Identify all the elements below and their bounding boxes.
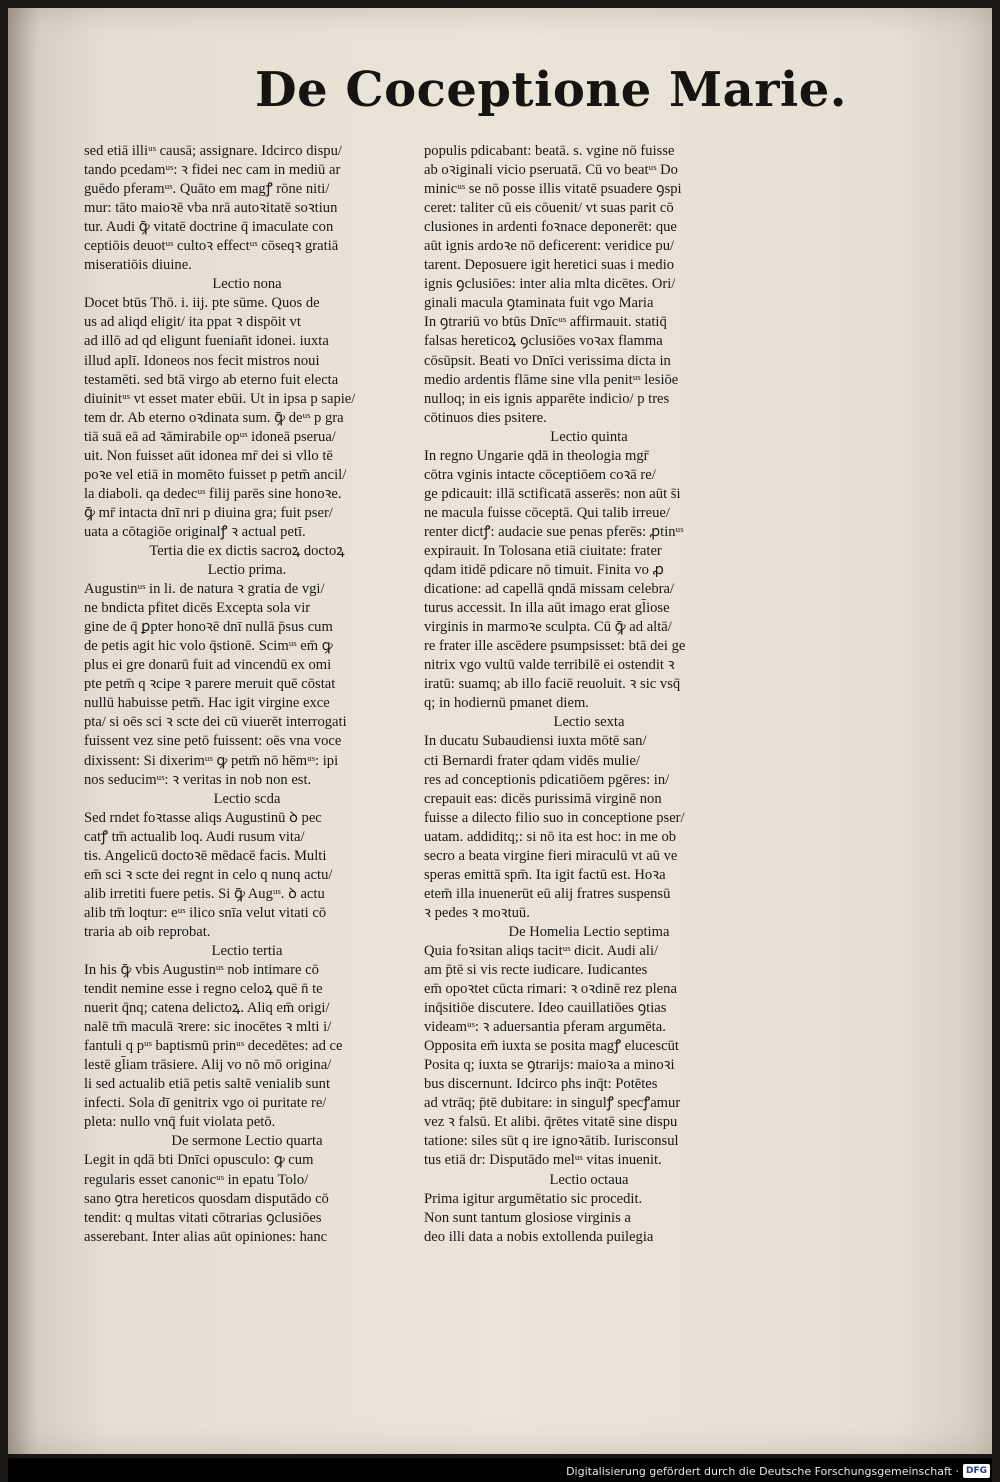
text-line: dicatione: ad capellā qndā missam celebra/ — [424, 581, 675, 598]
text-line: infecti. Sola dī genitrix vgo oi puritate re/ — [84, 1095, 327, 1112]
text-line: bus discernunt. Idcirco phs inq̄t: Potētes — [424, 1076, 658, 1093]
text-line: traria ab oib reprobat. — [84, 923, 211, 940]
text-line: ignis ꝯclusiōes: inter alia mlta dicētes. Ori/ — [424, 276, 676, 293]
text-line: em̄ opoꝛtet cūcta rimari: ꝛ oꝛdinē rez plena — [424, 981, 677, 998]
text-line: mur: tāto maioꝛē vba nrā autoꝛitatē soꝛtiun — [84, 200, 338, 217]
text-line: dixissent: Si dixerimᵘˢ ꝙ petm̄ nō hēmᵘˢ: ipi — [84, 752, 339, 769]
text-line: qdam itidē pdicare nō timuit. Finita vo ꝓ — [424, 562, 664, 579]
text-line: Prima igitur argumētatio sic procedit. — [424, 1190, 643, 1207]
text-line: ne bndicta pfitet dicēs Excepta sola vir — [84, 600, 311, 617]
text-line: secro a beata virgine fieri miraculū vt aū ve — [424, 847, 678, 864]
section-heading: De Homelia Lectio septima — [508, 923, 670, 940]
text-line: la diaboli. qa dedecᵘˢ filij parēs sine honoꝛe. — [84, 485, 342, 502]
text-line: etem̄ illa inuenerūt eū alij fratres suspensū — [424, 885, 671, 902]
text-line: de petis agit hic volo q̄stionē. Scimᵘˢ em̄ ꝙ — [84, 638, 333, 655]
text-line: medio ardentis flāme sine vlla penitᵘˢ lesiōe — [424, 371, 679, 388]
text-line: renter dictꝭ: audacie sue penas pferēs: ꝓtinᵘˢ — [424, 523, 684, 540]
text-line: speras emittā spm̄. Ita igit factū est. Hoꝛa — [424, 866, 666, 883]
text-line: cōsūpsit. Beati vo Dnīci verissima dicta in — [424, 352, 671, 369]
text-line: ginali macula ꝯtaminata fuit vgo Maria — [424, 295, 654, 312]
dfg-logo-icon: DFG — [963, 1464, 990, 1478]
text-line: inq̄sitiōe discutere. Ideo cauillatiōes ꝯtias — [424, 1000, 667, 1017]
text-line: tis. Angelicū doctoꝛē mēdacē facis. Multi — [84, 847, 327, 864]
text-line: diuinitᵘˢ vt esset mater ebūi. Ut in ipsa p sapie/ — [84, 390, 356, 407]
text-line: uatam. addiditq;: si nō ita est hoc: in me ob — [424, 828, 677, 845]
text-line: tur. Audi ꝙ̄ vitatē doctrine q̄ imaculate con — [84, 219, 334, 236]
text-line: tem dr. Ab eterno oꝛdinata sum. ꝙ̄ deᵘˢ p gra — [84, 409, 344, 426]
text-line: li sed actualib etiā petis saltē venialib sunt — [84, 1076, 330, 1093]
text-line: cti Bernardi frater qdam vidēs mulie/ — [424, 752, 640, 769]
text-line: tarent. Deposuere igit heretici suas i medio — [424, 257, 675, 274]
text-line: tiā suā eā ad ꝛāmirabile opᵘˢ idoneā pserua/ — [84, 428, 336, 445]
text-line: ꝙ̄ mr̄ intacta dnī nri p diuina gra; fuit pser/ — [84, 504, 333, 521]
text-line: Legit in qdā bti Dnīci opusculo: ꝙ cum — [84, 1152, 314, 1169]
text-line: tus etiā dr: Disputādo melᵘˢ vitas inuenit. — [424, 1152, 662, 1169]
digitization-credit — [566, 1462, 990, 1480]
text-line: uata a cōtagiōe originalꝭ ꝛ actual petī. — [84, 523, 306, 540]
text-line: tatione: siles sūt q ire ignoꝛātib. Iurisconsul — [424, 1133, 679, 1150]
text-line: plus ei gre donarū fuit ad vincendū ex omi — [84, 657, 332, 674]
text-line: Non sunt tantum glosiose virginis a — [424, 1209, 631, 1226]
text-line: crepauit eas: dicēs purissimā virginē non — [424, 790, 662, 807]
text-line: nullū habuisse petm̄. Hac igit virgine exce — [84, 695, 330, 712]
text-line: tendit: q multas vitati cōtrarias ꝯclusiōes — [84, 1209, 322, 1226]
text-line: fuisse a dilecto filio suo in conceptione pser/ — [424, 809, 685, 826]
text-line: sano ꝯtra hereticos quosdam disputādo cō — [84, 1190, 329, 1207]
text-line: pta/ si oēs sci ꝛ scte dei cū viuerēt interrogati — [84, 714, 347, 731]
text-line: In his ꝙ̄ vbis Augustinᵘˢ nob intimare cō — [84, 962, 319, 979]
section-heading: Lectio prima. — [207, 562, 287, 579]
text-line: clusiones in ardenti foꝛnace deponerēt: que — [424, 219, 677, 236]
section-heading: Tertia die ex dictis sacroꝝ doctoꝝ — [149, 542, 345, 559]
text-line: Quia foꝛsitan aliqs tacitᵘˢ dicit. Audi ali/ — [424, 942, 659, 959]
text-line: ad illō ad qd eligunt fuenian̄t idonei. iuxta — [84, 333, 329, 350]
section-heading: Lectio octaua — [549, 1171, 629, 1188]
text-line: re frater ille ascēdere psumpsisset: btā dei ge — [424, 638, 686, 655]
text-line: pleta: nullo vnq̄ fuit violata petō. — [84, 1114, 276, 1131]
text-line: Sed rndet foꝛtasse aliqs Augustinū ꝺ pec — [84, 809, 322, 826]
section-heading: Lectio sexta — [553, 714, 625, 731]
text-line: asserebant. Inter alias aūt opiniones: hanc — [84, 1228, 328, 1245]
text-line: In regno Ungarie qdā in theologia mgr̄ — [424, 447, 649, 464]
text-line: lestē gl̄iam trāsiere. Alij vo nō mō origina/ — [84, 1057, 332, 1074]
text-line: virginis in marmoꝛe sculpta. Cū ꝙ̄ ad altā/ — [424, 619, 672, 636]
text-line: deo illi data a nobis extollenda puilegia — [424, 1228, 654, 1245]
text-line: alib tm̄ loqtur: eᵘˢ ilico snīa velut vitati cō — [84, 904, 327, 921]
text-line: uit. Non fuisset aūt idonea mr̄ dei si vllo tē — [84, 447, 333, 464]
credit-text: Digitalisierung gefördert durch die Deutsche Forschungsgemeinschaft · — [566, 1464, 959, 1478]
text-line: cōtinuos dies psitere. — [424, 409, 547, 426]
text-line: cōtra vginis intacte cōceptiōem coꝛā re/ — [424, 466, 656, 483]
text-line: testamēti. sed btā virgo ab eterno fuit electa — [84, 371, 339, 388]
text-line: minicᵘˢ se nō posse illis vitatē psuadere ꝯspi — [424, 181, 682, 198]
text-line: expirauit. In Tolosana etiā ciuitate: frater — [424, 542, 662, 559]
text-line: pte petm̄ q ꝛcipe ꝛ parere meruit quē cōstat — [84, 676, 336, 693]
text-line: Docet btūs Thō. i. iij. pte sūme. Quos de — [84, 295, 320, 312]
text-line: videamᵘˢ: ꝛ aduersantia pferam argumēta. — [424, 1019, 666, 1036]
text-line: In ducatu Subaudiensi iuxta mōtē san/ — [424, 733, 647, 750]
text-line: sed etiā illiᵘˢ causā; assignare. Idcirco dispu/ — [84, 143, 342, 159]
text-line: ceptiōis deuotᵘˢ cultoꝛ effectᵘˢ cōseqꝛ gratiā — [84, 238, 339, 255]
section-heading: Lectio nona — [212, 276, 282, 293]
text-line: iratū: suamq; ab illo faciē reuoluit. ꝛ sic vsq̄ — [424, 676, 681, 693]
text-line: ab oꝛiginali vicio pseruatā. Cū vo beatᵘˢ Do — [424, 162, 678, 179]
text-line: nitrix vgo vultū valde terribilē ei ostendit ꝛ — [424, 657, 675, 674]
text-line: falsas hereticoꝝ ꝯclusiōes voꝛax flamma — [424, 333, 663, 350]
text-line: ge pdicauit: illā sctificatā asserēs: non aūt s̄i — [424, 485, 681, 502]
text-line: em̄ sci ꝛ scte dei regnt in celo q nunq actu/ — [84, 866, 333, 883]
right-column — [424, 142, 754, 1247]
text-line: tendit nemine esse i regno celoꝝ quē n̄ te — [84, 981, 323, 998]
page-title: De Coceptione Marie. — [255, 62, 847, 118]
text-line: fuissent vez sine petō fuissent: oēs vna voce — [84, 733, 342, 750]
text-line: nuerit q̄nq; catena delictoꝝ. Aliq em̄ origi/ — [84, 1000, 330, 1017]
section-heading: Lectio tertia — [211, 942, 283, 959]
text-line: In ꝯtrariū vo btūs Dnīcᵘˢ affirmauit. statiq̄ — [424, 314, 667, 331]
text-line: alib irretiti fuere petis. Si ꝙ̄ Augᵘˢ. ꝺ actu — [84, 885, 325, 902]
text-line: guēdo pferamᵘˢ. Quāto em magꝭ rōne niti/ — [84, 181, 330, 198]
text-line: Augustinᵘˢ in li. de natura ꝛ gratia de vgi/ — [84, 581, 325, 598]
section-heading: Lectio scda — [213, 790, 281, 807]
text-line: Opposita em̄ iuxta se posita magꝭ elucescūt — [424, 1038, 679, 1055]
text-line: catꝭ tm̄ actualib loq. Audi rusum vita/ — [84, 828, 305, 845]
text-line: am p̄tē si vis recte iudicare. Iudicantes — [424, 962, 648, 979]
text-line: poꝛe vel etiā in momēto fuisset p petm̄ ancil/ — [84, 466, 347, 483]
text-line: tando pcedamᵘˢ: ꝛ fidei nec cam in mediū ar — [84, 162, 341, 179]
section-heading: De sermone Lectio quarta — [171, 1133, 323, 1150]
text-line: Posita q; iuxta se ꝯtrarijs: maioꝛa a minoꝛi — [424, 1057, 675, 1074]
text-line: ad vtrāq; p̄tē dubitare: in singulꝭ specꝭamur — [424, 1095, 681, 1112]
text-line: aūt ignis ardoꝛe nō deficerent: veridice pu/ — [424, 238, 675, 255]
text-line: vez ꝛ falsū. Et alibi. q̄rētes vitatē sine dispu — [424, 1114, 678, 1131]
text-line: us ad aliqd eligit/ ita ppat ꝛ dispōit vt — [84, 314, 301, 331]
text-line: fantuli q pᵘˢ baptismū prinᵘˢ decedētes: ad ce — [84, 1038, 343, 1055]
left-column — [84, 142, 410, 1247]
text-line: q; in hodiernū pmanet diem. — [424, 695, 589, 712]
text-line: turus accessit. In illa aūt imago erat gl̄iose — [424, 600, 670, 617]
section-heading: Lectio quinta — [550, 428, 628, 445]
text-line: nos seducimᵘˢ: ꝛ veritas in nob non est. — [84, 771, 312, 788]
text-line: regularis esset canonicᵘˢ in epatu Tolo/ — [84, 1171, 309, 1188]
text-line: res ad conceptionis pdicatiōem pgēres: in/ — [424, 771, 670, 788]
text-line: populis pdicabant: beatā. s. vgine nō fuisse — [424, 143, 675, 159]
text-line: ꝛ pedes ꝛ moꝛtuū. — [424, 904, 530, 921]
text-line: ceret: taliter cū eis cōuenit/ vt suas parit cō — [424, 200, 674, 217]
text-line: nulloq; in eis ignis apparēte indicio/ p tres — [424, 390, 670, 407]
text-line: miseratiōis diuine. — [84, 257, 192, 274]
text-line: ne macula fuisse cōceptā. Qui talib irreue/ — [424, 504, 670, 521]
text-line: nalē tm̄ maculā ꝛrere: sic inocētes ꝛ mlti i/ — [84, 1019, 332, 1036]
text-line: illud aplī. Idoneos nos fecit mistros noui — [84, 352, 320, 369]
text-line: gine de q̄ ꝑpter honoꝛē dnī nullā p̄sus cum — [84, 619, 333, 636]
